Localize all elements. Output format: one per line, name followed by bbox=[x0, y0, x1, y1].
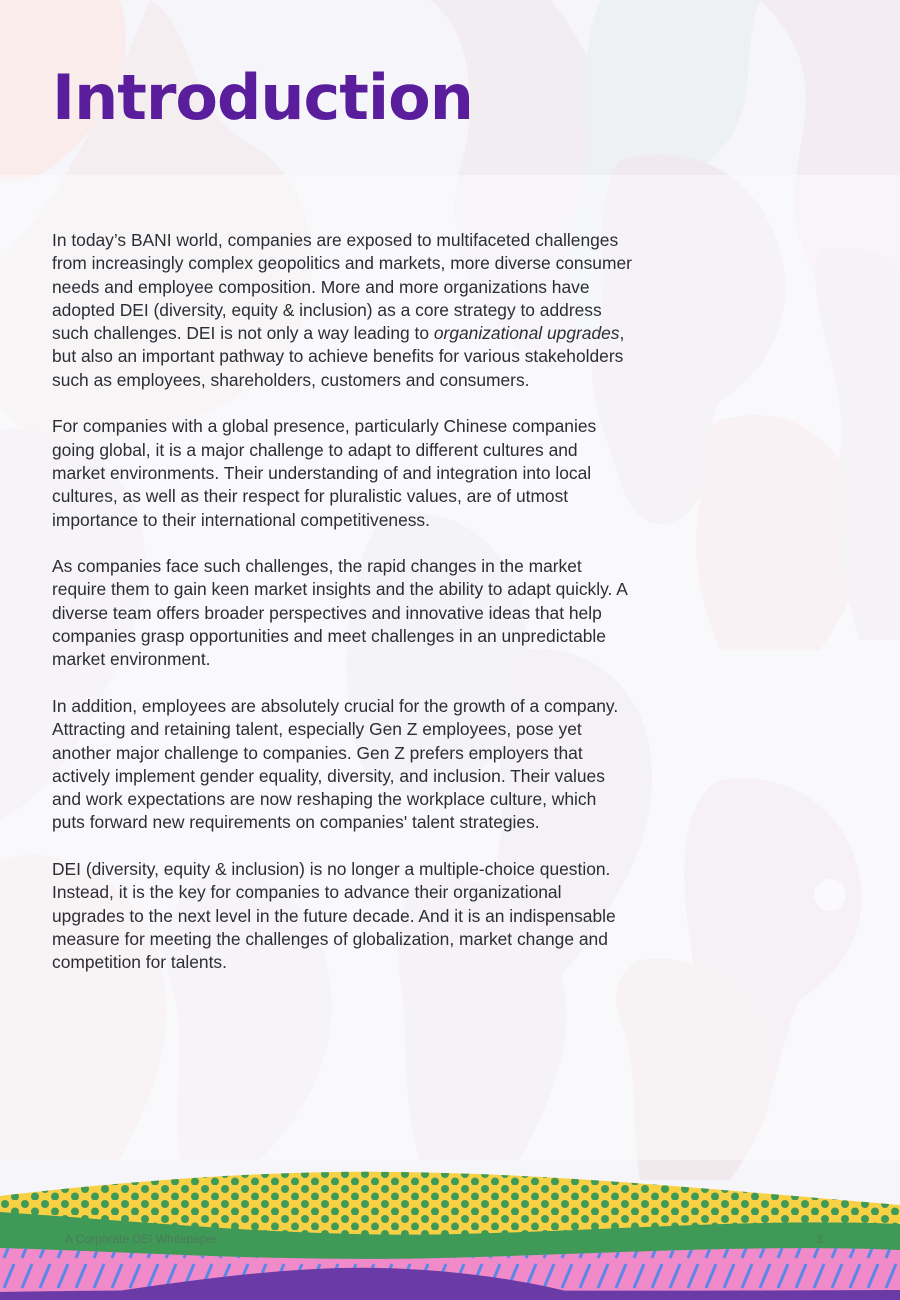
paragraph-4: In addition, employees are absolutely crucial for the growth of a company. Attracting and retaining talent, especially Gen Z employees, pose yet another major challenge to companies. Gen Z prefers employers that actively implement gender equality, diversity, and inclusion. Their values and work expectations are now reshaping the workplace culture, which puts forward new requirements on companies' talent strategies. bbox=[52, 695, 619, 833]
paragraph-5: DEI (diversity, equity & inclusion) is no longer a multiple-choice question. Instead, it is the key for companies to advance their organizational upgrades to the next level in the future decade. And it is an indispensable measure for meeting the challenges of globalization, market change and competition for talents. bbox=[52, 859, 616, 973]
paragraph-2: For companies with a global presence, particularly Chinese companies going global, it is a major challenge to adapt to different cultures and market environments. Their understanding of and integration into local cultures, as well as their respect for pluralistic values, are of utmost importance to their international competitiveness. bbox=[52, 416, 597, 530]
paragraph-3: As companies face such challenges, the rapid changes in the market require them to gain keen market insights and the ability to adapt quickly. A diverse team offers broader perspectives and innovative ideas that help companies grasp opportunities and meet challenges in an unpredictable market environment. bbox=[52, 556, 627, 670]
body-text bbox=[52, 229, 632, 975]
footer-document-name: A Corporate DEI Whitepaper bbox=[65, 1232, 218, 1246]
page-title: Introduction bbox=[52, 61, 473, 134]
paragraph-1 bbox=[52, 229, 632, 392]
emphasis-organizational-upgrades: organizational upgrades bbox=[433, 323, 620, 344]
paragraph-1-text: In today’s BANI world, companies are exposed to multifaceted challenges from increasingly complex geopolitics and markets, more diverse consumer needs and employee composition. More and more organizations have adopted DEI (diversity, equity & inclusion) as a core strategy to address such challenges. DEI is not only a way leading to bbox=[52, 230, 632, 344]
footer-page-number: 3 bbox=[816, 1232, 823, 1246]
paragraph-1-text-end: , but also an important pathway to achieve benefits for various stakeholders such as employees, shareholders, customers and consumers. bbox=[52, 323, 625, 390]
